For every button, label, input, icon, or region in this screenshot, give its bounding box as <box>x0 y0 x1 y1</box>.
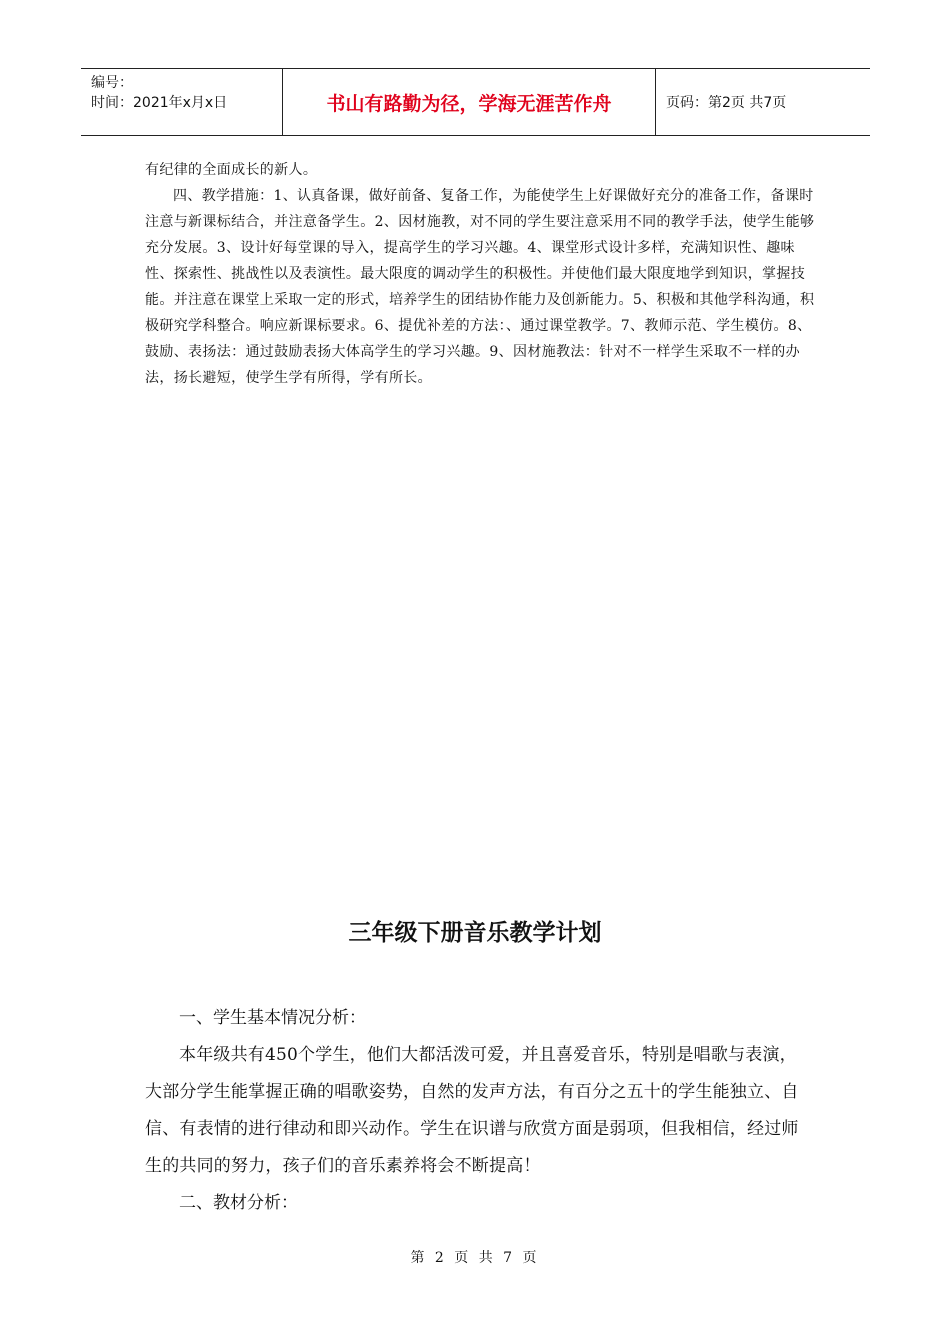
page-footer: 第 2 页 共 7 页 <box>410 1250 540 1266</box>
heading-student-analysis: 一、学生基本情况分析： <box>179 1008 366 1028</box>
student-analysis-paragraph: 本年级共有450个学生，他们大都活泼可爱，并且喜爱音乐，特别是唱歌与表演，大部分学生能掌握正确的唱歌姿势，自然的发声方法，有百分之五十的学生能独立、自信、有表情的进行律动和即兴动作。学生在识谱与欣赏方面是弱项，但我相信，经过师生的共同的努力，孩子们的音乐素养将会不断提高！ <box>145 1045 799 1176</box>
continued-line: 有纪律的全面成长的新人。 <box>145 162 318 178</box>
section2-body <box>145 1000 809 1222</box>
motto-cell <box>282 69 656 135</box>
header-left-cell <box>81 69 282 135</box>
document-title: 三年级下册音乐教学计划 <box>348 920 602 946</box>
heading-textbook-analysis: 二、教材分析： <box>179 1193 298 1213</box>
page-code-text: 页码：第2页 共7页 <box>666 95 787 111</box>
header-table <box>81 68 870 136</box>
page-code-cell <box>656 69 870 135</box>
section1-body <box>145 157 823 391</box>
teaching-measures-paragraph: 四、教学措施：1、认真备课，做好前备、复备工作，为能使学生上好课做好充分的准备工作，备课时注意与新课标结合，并注意备学生。2、因材施教，对不同的学生要注意采用不同的教学手法，使学生能够充分发展。3、设计好每堂课的导入，提高学生的学习兴趣。4、课堂形式设计多样，充满知识性、趣味性、探索性、挑战性以及表演性。最大限度的调动学生的积极性。并使他们最大限度地学到知识，掌握技能。并注意在课堂上采取一定的形式，培养学生的团结协作能力及创新能力。5、积极和其他学科沟通，积极研究学科整合。响应新课标要求。6、提优补差的方法：、通过课堂教学。7、教师示范、学生模仿。8、鼓励、表扬法：通过鼓励表扬大体高学生的学习兴趣。9、因材施教法：针对不一样学生采取不一样的办法，扬长避短，使学生学有所得，学有所长。 <box>145 188 815 386</box>
motto-text: 书山有路勤为径，学海无涯苦作舟 <box>326 92 612 115</box>
time-label: 时间：2021年x月x日 <box>91 95 228 111</box>
number-label: 编号： <box>91 75 133 91</box>
